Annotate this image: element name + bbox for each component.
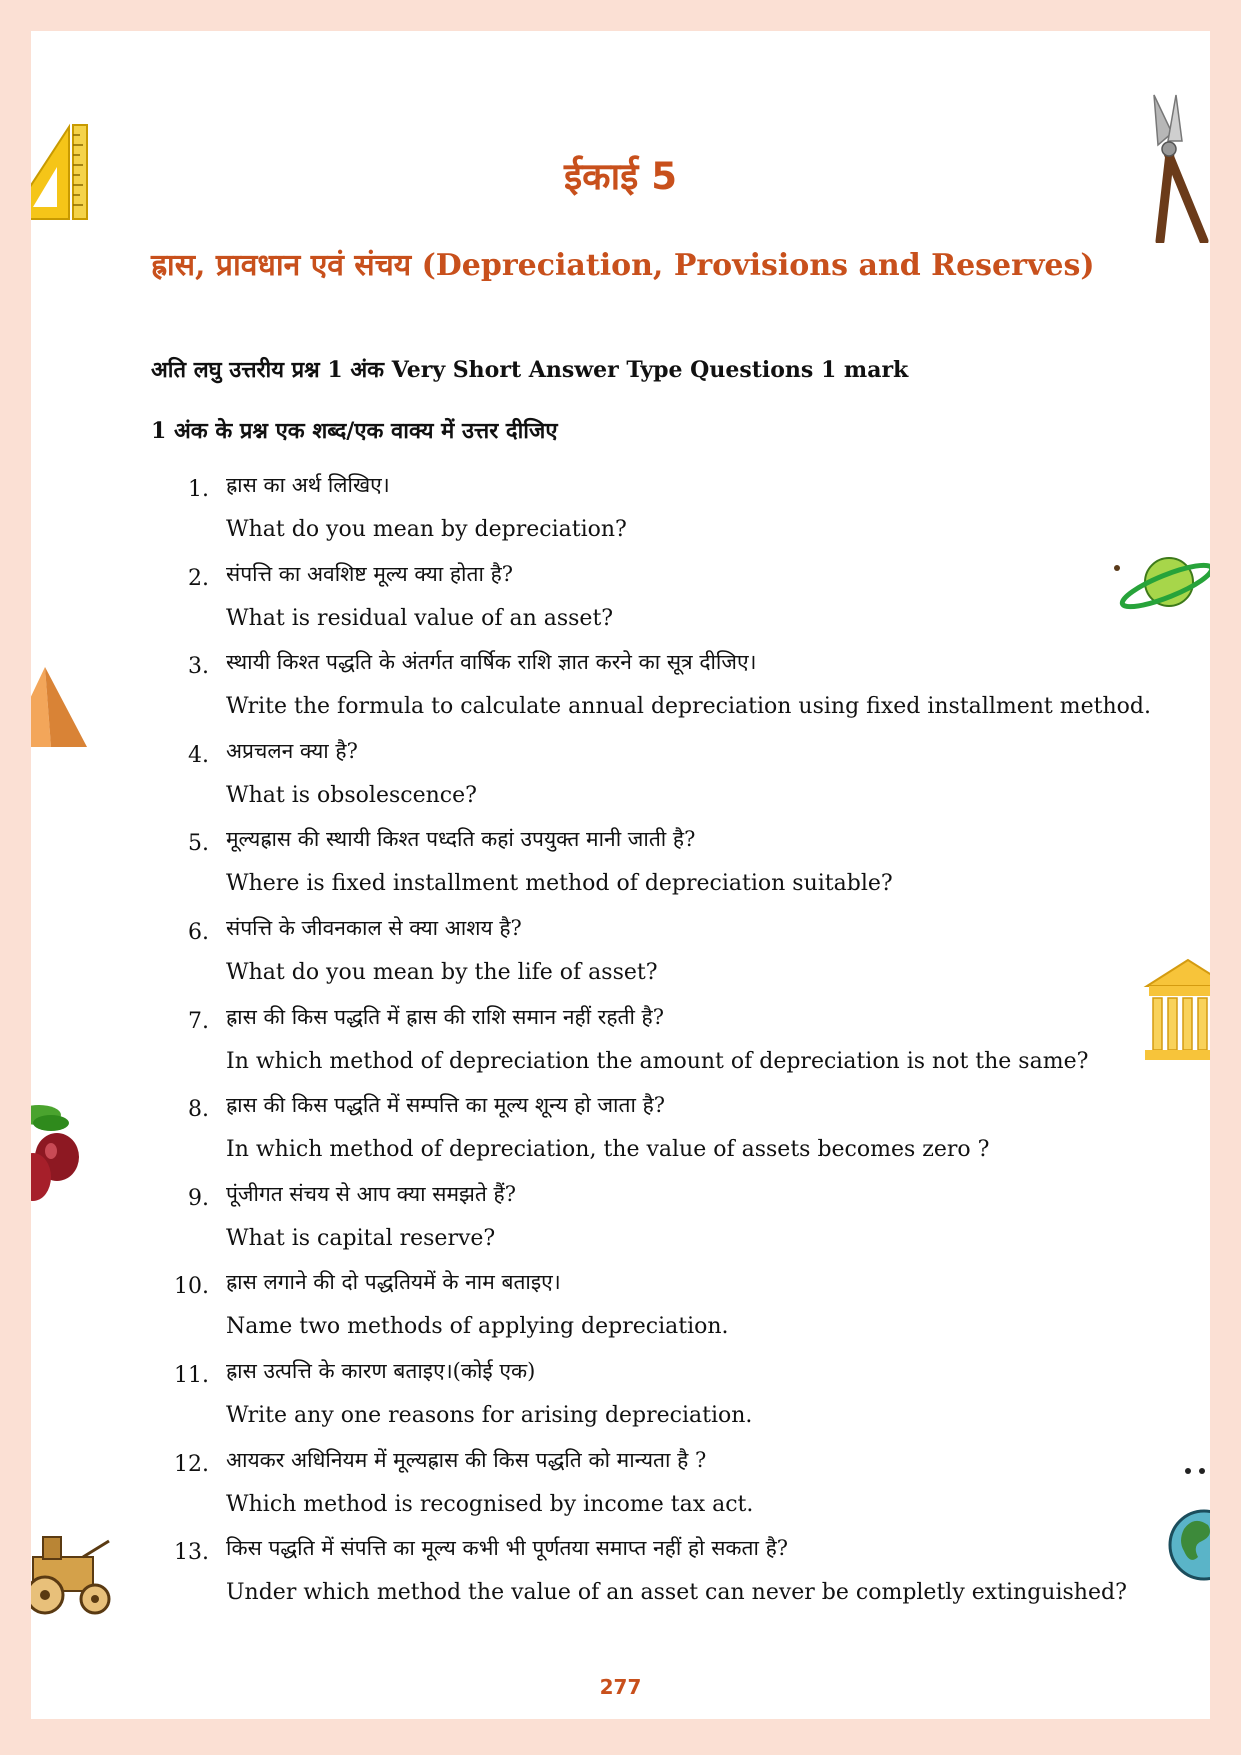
question-number: 8.: [188, 1097, 209, 1123]
question-text-hindi: अप्रचलन क्या है?: [226, 738, 358, 763]
question-text-english: In which method of depreciation the amount of depreciation is not the same?: [226, 1048, 1089, 1074]
page-number: 277: [599, 1675, 642, 1699]
question-text-hindi: मूल्यह्रास की स्थायी किश्त पध्दति कहां उपयुक्त मानी जाती है?: [226, 827, 696, 852]
question-text-english: Which method is recognised by income tax act.: [226, 1491, 754, 1517]
question-text-hindi: पूंजीगत संचय से आप क्या समझते हैं?: [226, 1181, 516, 1206]
question-item: [161, 825, 1161, 914]
question-text-english: Name two methods of applying depreciation.: [226, 1314, 729, 1340]
question-text-english: Write the formula to calculate annual depreciation using fixed installment method.: [226, 694, 1151, 720]
question-item: [161, 1357, 1161, 1446]
question-text-hindi: संपत्ति के जीवनकाल से क्या आशय है?: [226, 915, 522, 940]
globe-icon: [1166, 1467, 1210, 1587]
question-text-hindi: ह्रास का अर्थ लिखिए।: [226, 473, 390, 497]
question-number: 3.: [188, 654, 209, 680]
question-number: 13.: [174, 1540, 209, 1566]
question-text-english: What is capital reserve?: [226, 1225, 496, 1251]
question-text-hindi: स्थायी किश्त पद्धति के अंतर्गत वार्षिक राशि ज्ञात करने का सूत्र दीजिए।: [226, 650, 757, 675]
chapter-title: ह्रास, प्रावधान एवं संचय (Depreciation, Provisions and Reserves): [151, 248, 1095, 283]
steam-car-icon: [31, 1531, 123, 1621]
question-text-english: What do you mean by depreciation?: [226, 517, 627, 542]
question-number: 11.: [174, 1362, 209, 1388]
question-item: [161, 1003, 1161, 1092]
question-text-hindi: किस पद्धति में संपत्ति का मूल्य कभी भी पूर्णतया समाप्त नहीं हो सकता है?: [226, 1536, 789, 1561]
question-item: [161, 1446, 1161, 1535]
question-number: 12.: [174, 1451, 209, 1477]
question-item: [161, 471, 1161, 560]
question-item: [161, 1180, 1161, 1269]
question-text-hindi: ह्रास की किस पद्धति में ह्रास की राशि समान नहीं रहती है?: [226, 1004, 664, 1029]
question-text-english: What is obsolescence?: [226, 782, 477, 808]
question-text-hindi: ह्रास उत्पत्ति के कारण बताइए।(कोई एक): [226, 1358, 536, 1383]
question-number: 4.: [188, 742, 209, 768]
question-number: 9.: [188, 1185, 209, 1211]
question-number: 10.: [174, 1274, 209, 1300]
question-number: 1.: [188, 477, 209, 502]
question-item: [161, 1534, 1161, 1623]
document-page: [31, 31, 1210, 1719]
question-text-hindi: आयकर अधिनियम में मूल्यह्रास की किस पद्धति को मान्यता है ?: [226, 1447, 707, 1472]
question-item: [161, 560, 1161, 649]
question-item: [161, 914, 1161, 1003]
question-text-english: What is residual value of an asset?: [226, 605, 614, 631]
question-list: [161, 471, 1161, 1623]
question-text-english: Where is fixed installment method of depreciation suitable?: [226, 871, 893, 897]
question-item: [161, 648, 1161, 737]
unit-title: ईकाई 5: [564, 155, 677, 198]
question-number: 6.: [188, 919, 209, 945]
section-instruction: 1 अंक के प्रश्न एक शब्द/एक वाक्य में उत्तर दीजिए: [151, 418, 558, 444]
question-text-hindi: संपत्ति का अवशिष्ट मूल्य क्या होता है?: [226, 561, 513, 586]
question-text-english: In which method of depreciation, the value of assets becomes zero ?: [226, 1137, 990, 1163]
question-text-english: Write any one reasons for arising depreciation.: [226, 1402, 753, 1428]
question-number: 5.: [188, 831, 209, 857]
question-text-english: What do you mean by the life of asset?: [226, 959, 658, 985]
question-text-english: Under which method the value of an asset can never be completly extinguished?: [226, 1580, 1127, 1606]
question-text-hindi: ह्रास की किस पद्धति में सम्पत्ति का मूल्य शून्य हो जाता है?: [226, 1093, 665, 1118]
question-number: 7.: [188, 1008, 209, 1034]
question-number: 2.: [188, 565, 209, 591]
section-heading: अति लघु उत्तरीय प्रश्न 1 अंक Very Short Answer Type Questions 1 mark: [151, 357, 909, 383]
question-item: [161, 1091, 1161, 1180]
pyramid-icon: [31, 661, 91, 751]
question-item: [161, 737, 1161, 826]
cashew-fruit-icon: [31, 1101, 85, 1211]
question-item: [161, 1268, 1161, 1357]
question-text-hindi: ह्रास लगाने की दो पद्धतियमें के नाम बताइए।: [226, 1270, 561, 1295]
